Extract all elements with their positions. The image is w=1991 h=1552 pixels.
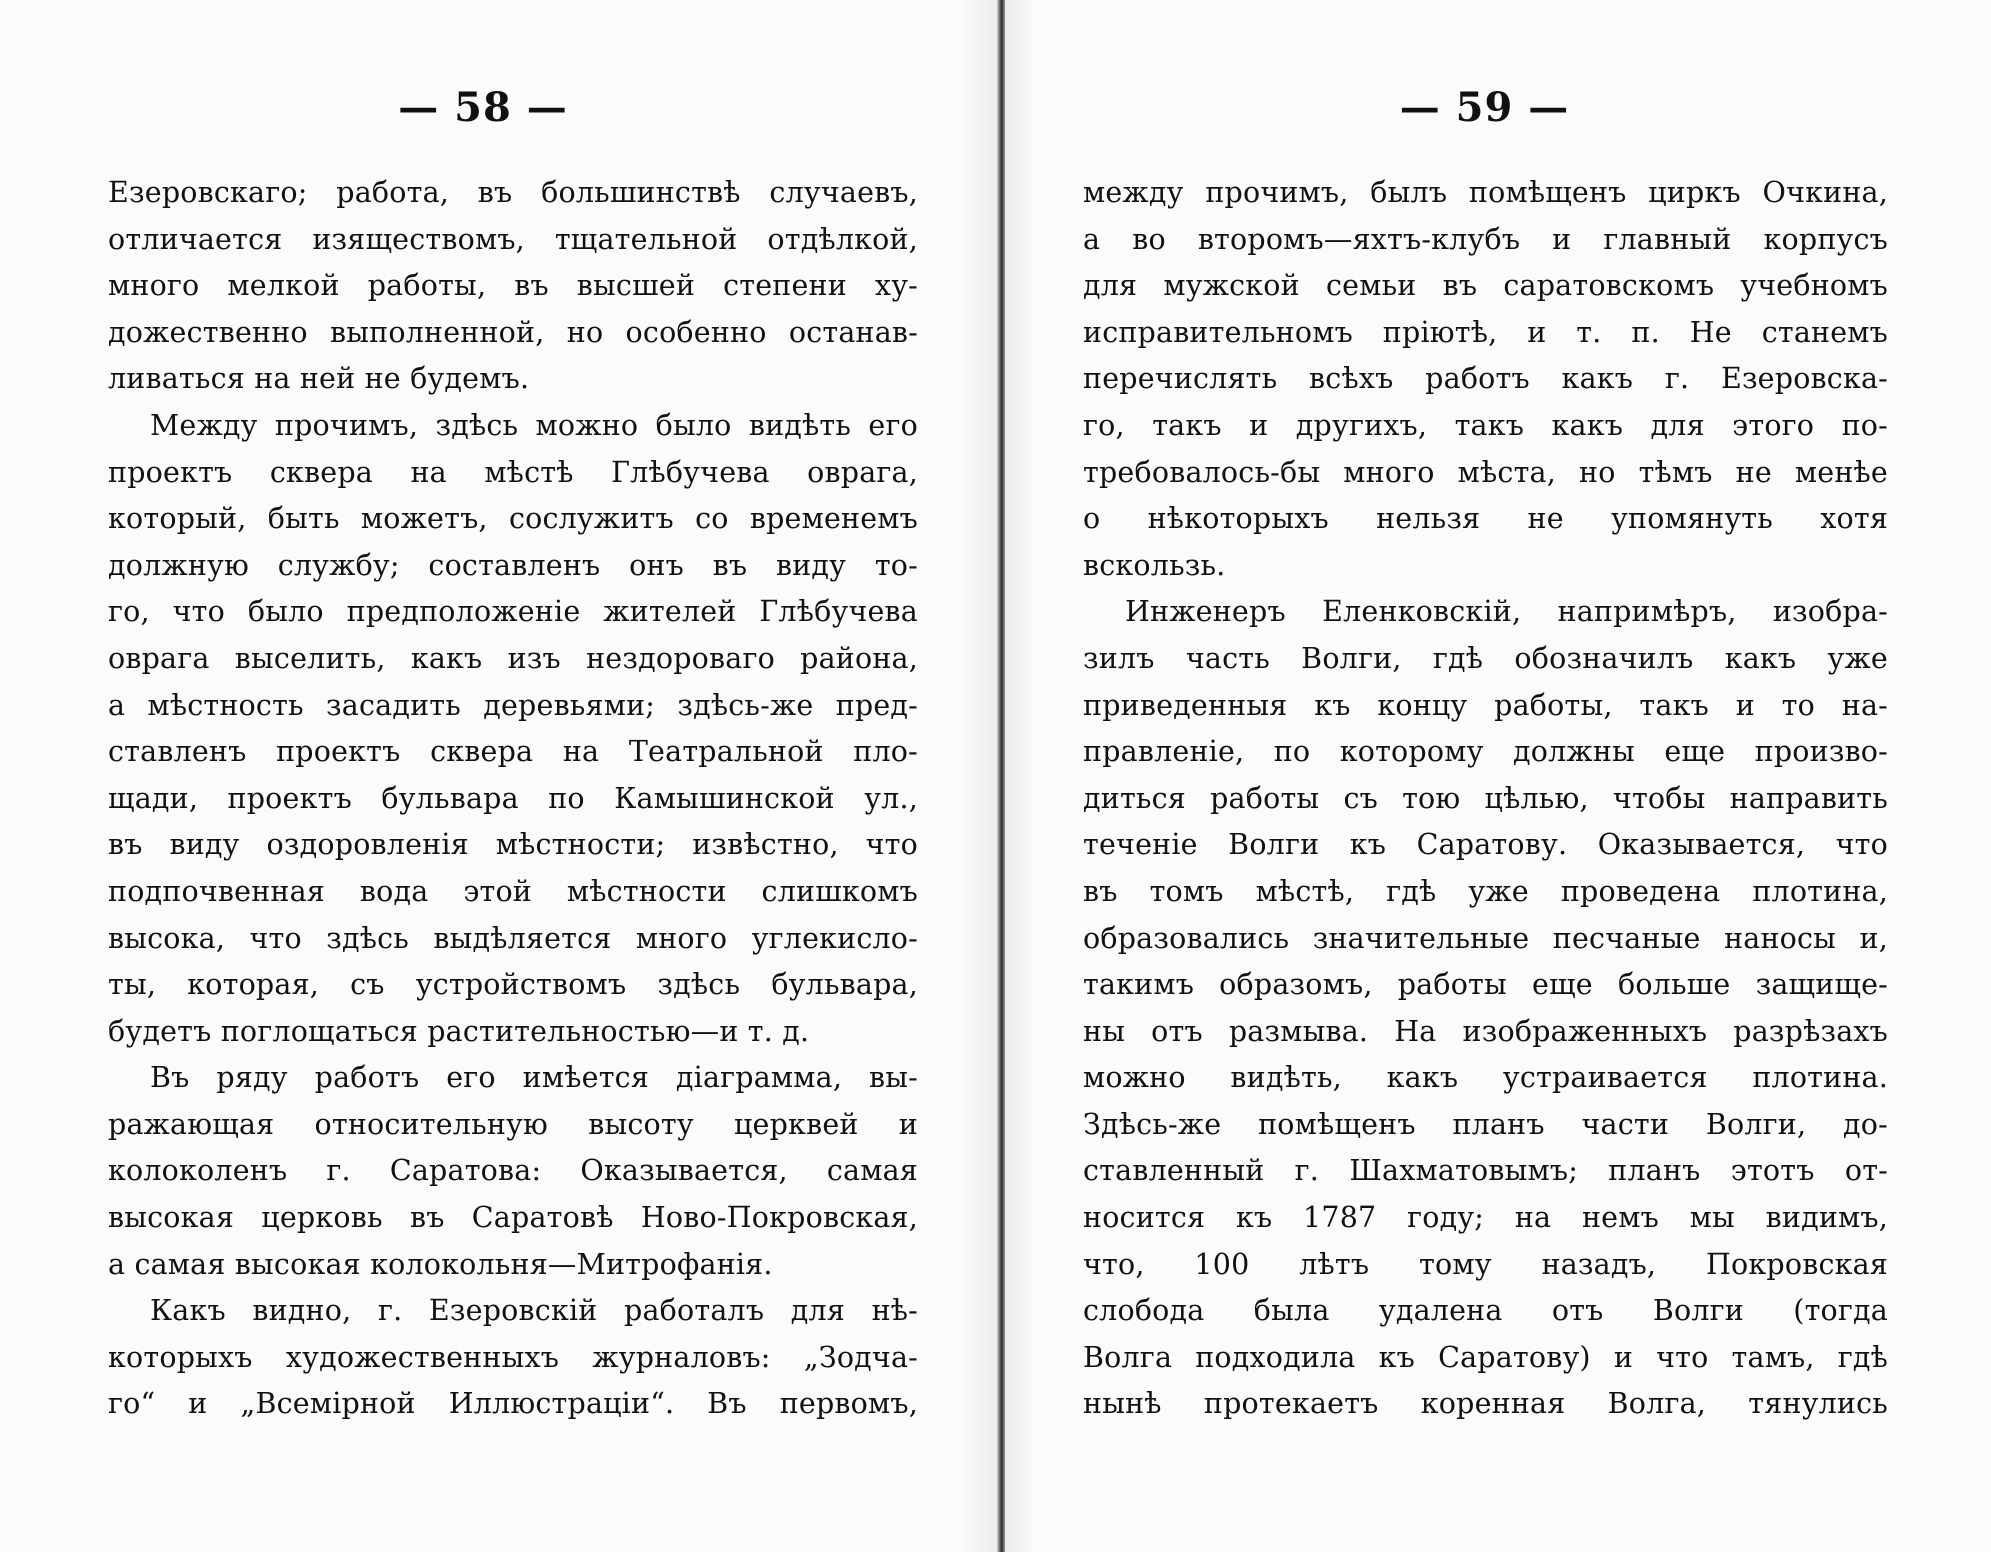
right-page	[1083, 0, 1888, 1552]
text-line: ставленъ проектъ сквера на Театральной пло-	[108, 735, 918, 769]
text-line: будетъ поглощаться растительностью—и т. д.	[108, 1014, 810, 1048]
text-line: го“ и „Всемiрной Иллюстрацiи“. Въ первомъ,	[108, 1387, 918, 1421]
text-line: диться работы съ тою цѣлью, чтобы направить	[1083, 781, 1888, 815]
text-line: Здѣсь-же помѣщенъ планъ части Волги, до-	[1083, 1107, 1888, 1141]
text-line: ливаться на ней не будемъ.	[108, 362, 530, 396]
text-line: Езеровскаго; работа, въ большинствѣ случаевъ,	[108, 176, 918, 209]
gutter-shadow-right	[1005, 0, 1035, 1552]
text-line: приведенныя къ концу работы, такъ и то на-	[1083, 688, 1888, 722]
left-page-text	[108, 170, 918, 1428]
left-page-number: — 58 —	[398, 84, 568, 131]
text-line: который, быть можетъ, сослужитъ со временемъ	[108, 502, 918, 536]
text-line: Инженеръ Еленковскiй, напримѣръ, изобра-	[1125, 595, 1888, 629]
text-line: для мужской семьи въ саратовскомъ учебномъ	[1083, 269, 1888, 303]
text-line: въ виду оздоровленiя мѣстности; извѣстно, что	[108, 828, 918, 862]
text-line: колоколенъ г. Саратова: Оказывается, самая	[108, 1154, 918, 1188]
text-line: слобода была удалена отъ Волги (тогда	[1083, 1294, 1888, 1328]
text-line: отличается изяществомъ, тщательной отдѣлкой,	[108, 222, 918, 256]
text-line: такимъ образомъ, работы еще больше защище-	[1083, 968, 1888, 1002]
text-line: теченiе Волги къ Саратову. Оказывается, что	[1083, 828, 1888, 862]
text-line: ты, которая, съ устройствомъ здѣсь бульвара,	[108, 968, 918, 1002]
text-line: много мелкой работы, въ высшей степени ху-	[108, 269, 918, 303]
text-line: а самая высокая колокольня—Митрофанiя.	[108, 1247, 773, 1281]
text-line: подпочвенная вода этой мѣстности слишкомъ	[108, 874, 918, 908]
text-line: высокая церковь въ Саратовѣ Ново-Покровская,	[108, 1201, 918, 1235]
text-line: дожественно выполненной, но особенно останав-	[108, 315, 918, 349]
text-line: образовались значительные песчаные наносы и,	[1083, 921, 1888, 955]
text-line: носится къ 1787 году; на немъ мы видимъ,	[1083, 1201, 1888, 1235]
text-line: ставленный г. Шахматовымъ; планъ этотъ от-	[1083, 1154, 1888, 1188]
text-line: должную службу; составленъ онъ въ виду то-	[108, 548, 918, 582]
text-line: перечислять всѣхъ работъ какъ г. Езеровска-	[1083, 362, 1888, 396]
text-line: оврага выселить, какъ изъ нездороваго района,	[108, 641, 918, 675]
text-line: а мѣстность засадить деревьями; здѣсь-же пред-	[108, 688, 918, 722]
text-line: требовалось-бы много мѣста, но тѣмъ не менѣе	[1083, 455, 1888, 489]
text-line: правленiе, по которому должны еще произво-	[1083, 735, 1888, 769]
text-line: ражающая относительную высоту церквей и	[108, 1107, 918, 1141]
text-line: Волга подходила къ Саратову) и что тамъ, гдѣ	[1083, 1340, 1888, 1374]
text-line: исправительномъ прiютѣ, и т. п. Не станемъ	[1083, 315, 1888, 349]
text-line: о нѣкоторыхъ нельзя не упомянуть хотя	[1083, 502, 1888, 536]
right-page-text	[1083, 170, 1888, 1428]
text-line: въ томъ мѣстѣ, гдѣ уже проведена плотина,	[1083, 874, 1888, 908]
text-line: можно видѣть, какъ устраивается плотина.	[1083, 1061, 1888, 1095]
text-line: го, что было предположенiе жителей Глѣбучева	[108, 595, 918, 629]
text-line: вскользь.	[1083, 548, 1226, 582]
text-line: между прочимъ, былъ помѣщенъ циркъ Очкина,	[1083, 176, 1888, 209]
book-gutter	[997, 0, 1005, 1552]
text-line: проектъ сквера на мѣстѣ Глѣбучева оврага,	[108, 455, 918, 489]
text-line: что, 100 лѣтъ тому назадъ, Покровская	[1083, 1247, 1888, 1281]
text-line: а во второмъ—яхтъ-клубъ и главный корпусъ	[1083, 222, 1888, 256]
text-line: Въ ряду работъ его имѣется дiаграмма, вы-	[150, 1061, 918, 1095]
text-line: Какъ видно, г. Езеровскiй работалъ для нѣ-	[150, 1294, 918, 1328]
text-line: ны отъ размыва. На изображенныхъ разрѣзахъ	[1083, 1014, 1888, 1048]
text-line: го, такъ и другихъ, такъ какъ для этого по-	[1083, 408, 1888, 442]
gutter-shadow-left	[960, 0, 997, 1552]
text-line: Между прочимъ, здѣсь можно было видѣть его	[150, 408, 918, 442]
left-page	[108, 0, 918, 1552]
text-line: высока, что здѣсь выдѣляется много углекисло-	[108, 921, 918, 955]
text-line: которыхъ художественныхъ журналовъ: „Зодча-	[108, 1340, 918, 1374]
text-line: щади, проектъ бульвара по Камышинской ул.,	[108, 781, 918, 815]
text-line: нынѣ протекаетъ коренная Волга, тянулись	[1083, 1387, 1888, 1421]
text-line: зилъ часть Волги, гдѣ обозначилъ какъ уже	[1083, 641, 1888, 675]
right-page-number: — 59 —	[1399, 84, 1570, 131]
